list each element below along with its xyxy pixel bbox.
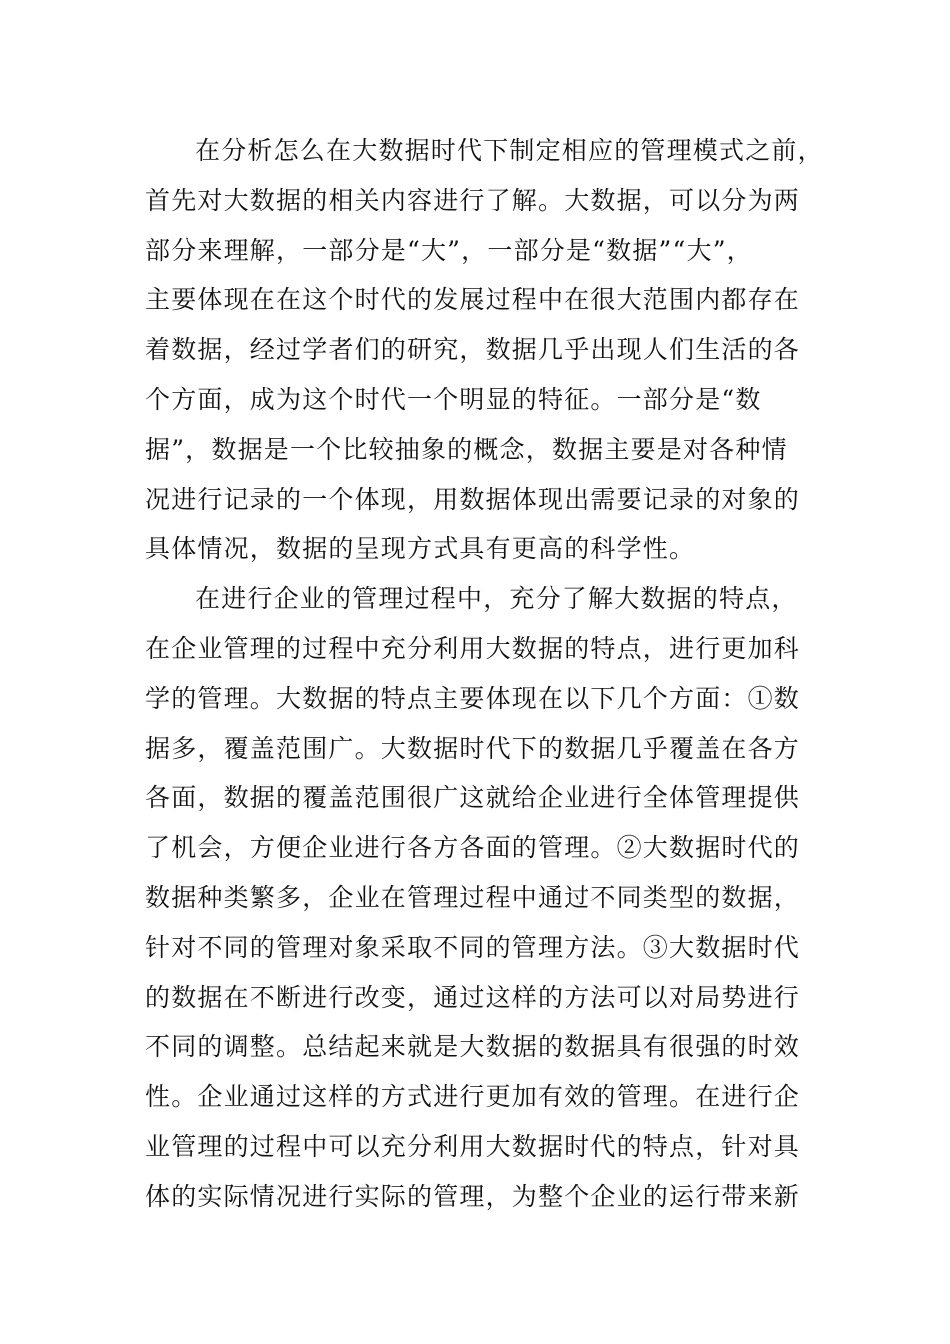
paragraph-1: [145, 126, 824, 574]
paragraph-line: 体的实际情况进行实际的管理，为整个企业的运行带来新: [145, 1181, 801, 1211]
paragraph-line: 首先对大数据的相关内容进行了解。大数据，可以分为两: [145, 185, 801, 215]
paragraph-line: 不同的调整。总结起来就是大数据的数据具有很强的时效: [145, 1032, 801, 1062]
paragraph-line: 在进行企业的管理过程中，充分了解大数据的特点，: [195, 584, 798, 614]
paragraph-line: 着数据，经过学者们的研究，数据几乎出现人们生活的各: [145, 335, 801, 365]
paragraph-line: 了机会，方便企业进行各方各面的管理。②大数据时代的: [145, 833, 801, 863]
paragraph-line: 在分析怎么在大数据时代下制定相应的管理模式之前，: [195, 136, 824, 165]
paragraph-2: [145, 574, 805, 1221]
paragraph-line: 各面，数据的覆盖范围很广这就给企业进行全体管理提供: [145, 783, 801, 813]
paragraph-line: 部分来理解，一部分是“大”，一部分是“数据”“大”，: [145, 235, 753, 265]
paragraph-line: 数据种类繁多，企业在管理过程中通过不同类型的数据，: [145, 882, 801, 912]
paragraph-line: 业管理的过程中可以充分利用大数据时代的特点，针对具: [145, 1131, 801, 1161]
paragraph-line: 据”，数据是一个比较抽象的概念，数据主要是对各种情: [145, 434, 788, 464]
paragraph-line: 的数据在不断进行改变，通过这样的方法可以对局势进行: [145, 982, 801, 1012]
paragraph-line: 具体情况，数据的呈现方式具有更高的科学性。: [145, 534, 696, 564]
paragraph-line: 主要体现在在这个时代的发展过程中在很大范围内都存在: [145, 285, 801, 315]
paragraph-line: 据多，覆盖范围广。大数据时代下的数据几乎覆盖在各方: [145, 733, 801, 763]
paragraph-line: 在企业管理的过程中充分利用大数据的特点，进行更加科: [145, 633, 801, 663]
document-body: [145, 126, 824, 1222]
paragraph-line: 学的管理。大数据的特点主要体现在以下几个方面：①数: [145, 683, 801, 713]
paragraph-line: 个方面，成为这个时代一个明显的特征。一部分是“数: [145, 384, 762, 414]
paragraph-line: 针对不同的管理对象采取不同的管理方法。③大数据时代: [145, 932, 801, 962]
paragraph-line: 性。企业通过这样的方式进行更加有效的管理。在进行企: [145, 1082, 801, 1112]
paragraph-line: 况进行记录的一个体现，用数据体现出需要记录的对象的: [145, 484, 801, 514]
